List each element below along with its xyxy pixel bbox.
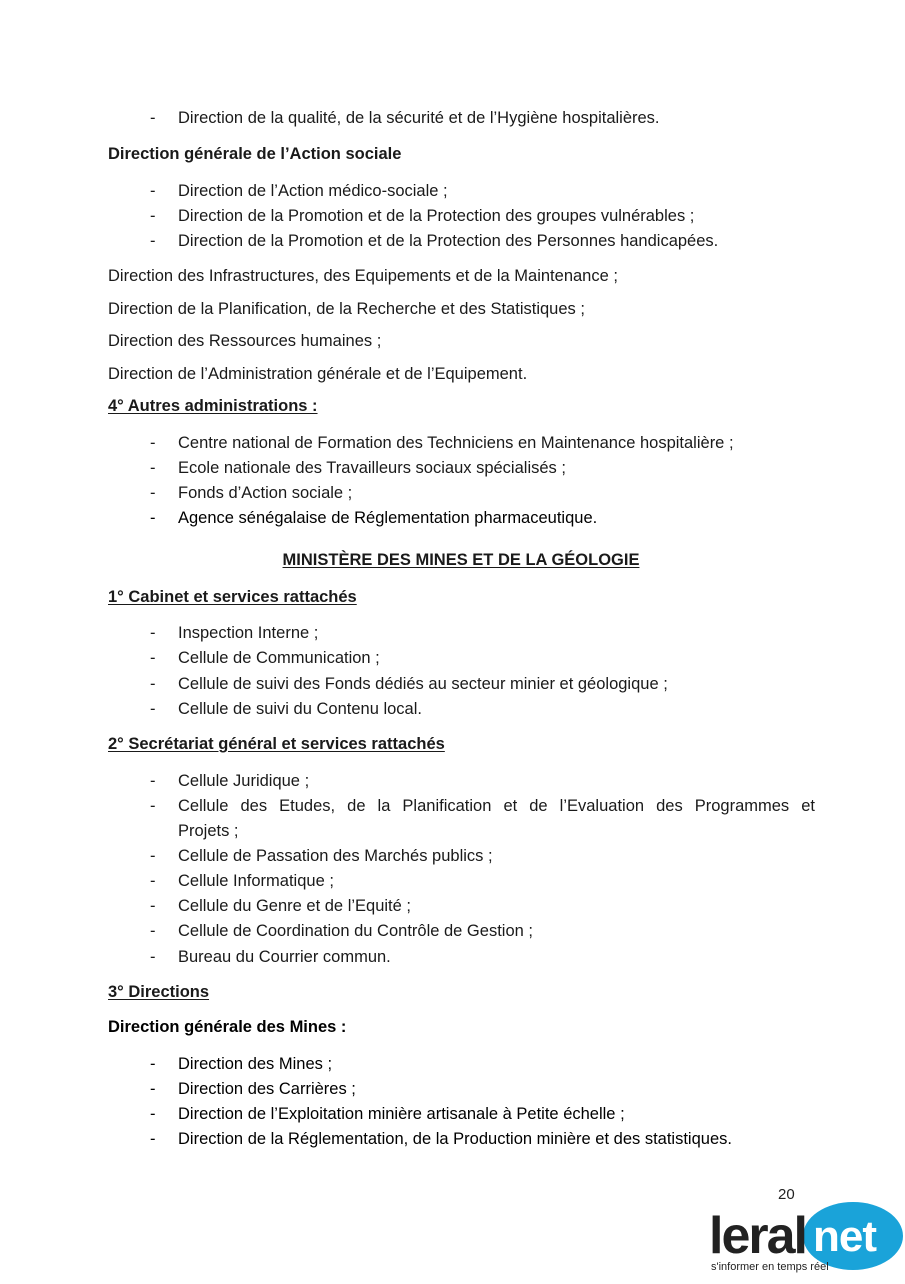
list-item: Cellule Juridique ;: [178, 772, 310, 790]
logo-text-right: net: [813, 1212, 876, 1261]
list-item: Cellule du Genre et de l’Equité ;: [178, 897, 411, 915]
bullet-dash: -: [150, 624, 156, 642]
logo-graphic: [705, 1198, 905, 1279]
bullet-dash: -: [150, 872, 156, 890]
list-item: Cellule de Coordination du Contrôle de Gestion ;: [178, 922, 533, 940]
bullet-dash: -: [150, 797, 156, 815]
list-item: Direction des Carrières ;: [178, 1080, 356, 1098]
page-number: 20: [778, 1186, 795, 1203]
list-item: Inspection Interne ;: [178, 624, 319, 642]
list-item: Cellule des Etudes, de la Planification et de l’Evaluation des Programmes et: [178, 797, 815, 815]
bullet-dash: -: [150, 1130, 156, 1148]
list-item: Direction de la Réglementation, de la Production minière et des statistiques.: [178, 1130, 732, 1148]
list-item: Direction des Mines ;: [178, 1055, 333, 1073]
bullet-dash: -: [150, 232, 156, 250]
paragraph-line: Direction de l’Administration générale et de l’Equipement.: [108, 365, 528, 383]
bullet-dash: -: [150, 700, 156, 718]
section-heading: 4° Autres administrations :: [108, 397, 318, 415]
list-item: Cellule de suivi du Contenu local.: [178, 700, 422, 718]
logo-tagline: s'informer en temps réel: [711, 1261, 829, 1273]
bullet-dash: -: [150, 922, 156, 940]
list-item: Cellule de suivi des Fonds dédiés au secteur minier et géologique ;: [178, 675, 668, 693]
ministry-title: MINISTÈRE DES MINES ET DE LA GÉOLOGIE: [282, 551, 640, 569]
bullet-dash: -: [150, 675, 156, 693]
section-heading: 3° Directions: [108, 983, 210, 1001]
section-subheading: Direction générale des Mines :: [108, 1018, 347, 1036]
list-item: Cellule de Communication ;: [178, 649, 380, 667]
section-heading: Direction générale de l’Action sociale: [108, 145, 402, 163]
logo-text-left: leral: [709, 1207, 806, 1265]
leral-net-logo: [705, 1198, 905, 1279]
bullet-dash: -: [150, 484, 156, 502]
list-item: Fonds d’Action sociale ;: [178, 484, 353, 502]
bullet-dash: -: [150, 459, 156, 477]
section-heading: 2° Secrétariat général et services rattachés: [108, 735, 445, 753]
list-item: Bureau du Courrier commun.: [178, 948, 391, 966]
bullet-dash: -: [150, 207, 156, 225]
list-item: Direction de l’Action médico-sociale ;: [178, 182, 448, 200]
paragraph-line: Direction de la Planification, de la Recherche et des Statistiques ;: [108, 300, 585, 318]
list-item-continuation: Projets ;: [178, 822, 239, 840]
list-item: Direction de l’Exploitation minière artisanale à Petite échelle ;: [178, 1105, 625, 1123]
list-item: Direction de la Promotion et de la Protection des Personnes handicapées.: [178, 232, 719, 250]
list-item: Direction de la Promotion et de la Protection des groupes vulnérables ;: [178, 207, 695, 225]
bullet-dash: -: [150, 1105, 156, 1123]
bullet-dash: -: [150, 649, 156, 667]
list-item: Direction de la qualité, de la sécurité et de l’Hygiène hospitalières.: [178, 109, 660, 127]
list-item: Cellule Informatique ;: [178, 872, 334, 890]
bullet-dash: -: [150, 434, 156, 452]
bullet-dash: -: [150, 182, 156, 200]
paragraph-line: Direction des Ressources humaines ;: [108, 332, 382, 350]
section-heading: 1° Cabinet et services rattachés: [108, 588, 357, 606]
bullet-dash: -: [150, 1080, 156, 1098]
bullet-dash: -: [150, 1055, 156, 1073]
bullet-dash: -: [150, 509, 156, 527]
bullet-dash: -: [150, 897, 156, 915]
list-item: Centre national de Formation des Techniciens en Maintenance hospitalière ;: [178, 434, 734, 452]
list-item: Ecole nationale des Travailleurs sociaux spécialisés ;: [178, 459, 566, 477]
paragraph-line: Direction des Infrastructures, des Equipements et de la Maintenance ;: [108, 267, 618, 285]
bullet-dash: -: [150, 772, 156, 790]
bullet-dash: -: [150, 948, 156, 966]
bullet-dash: -: [150, 847, 156, 865]
list-item: Cellule de Passation des Marchés publics ;: [178, 847, 493, 865]
bullet-dash: -: [150, 109, 156, 127]
list-item: Agence sénégalaise de Réglementation pharmaceutique.: [178, 509, 598, 527]
